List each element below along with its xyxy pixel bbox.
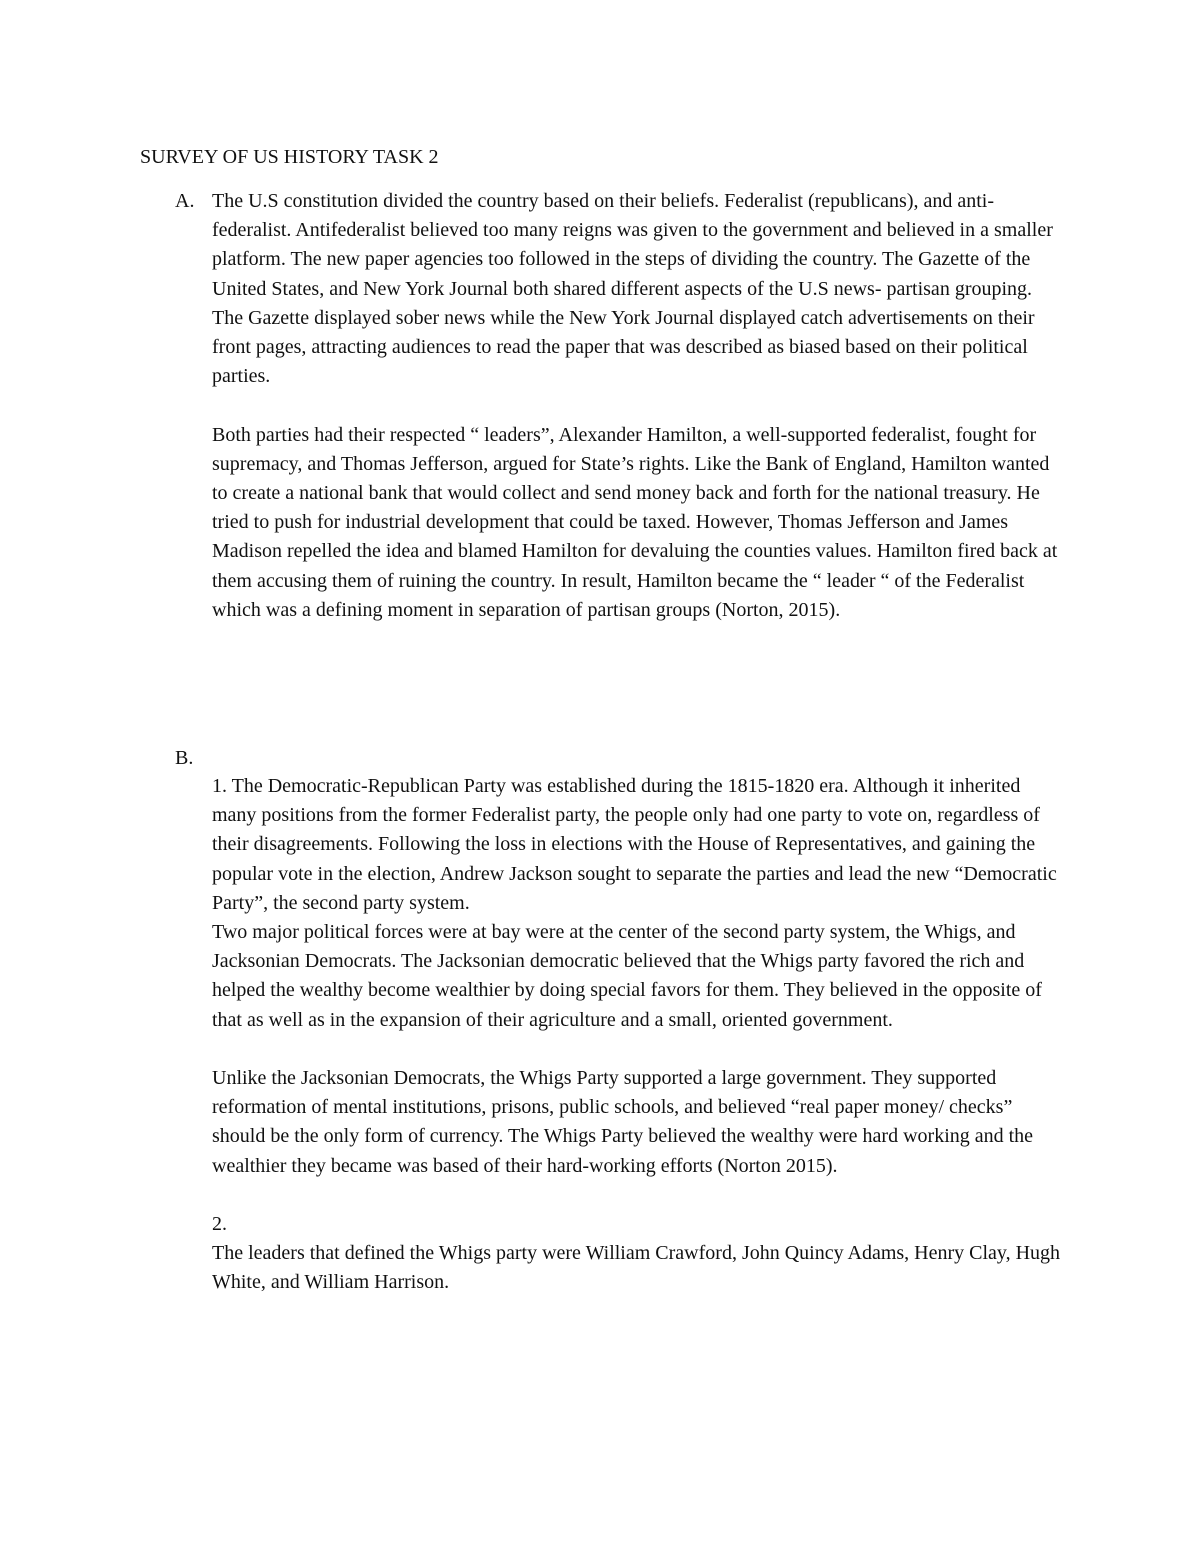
section-b-paragraph-3: Unlike the Jacksonian Democrats, the Whigs Party supported a large government. They supported reformation of mental institutions, prisons, public schools, and believed “real paper money/ checks” should be the only form of currency. The Whigs Party believed the wealthy were hard working and the wealthier they became was based of their hard-working efforts (Norton 2015). bbox=[212, 1067, 1034, 1177]
section-a-body bbox=[212, 187, 1062, 625]
section-b-marker: B. bbox=[175, 747, 194, 769]
section-b-paragraph-1: 1. The Democratic-Republican Party was established during the 1815-1820 era. Although it inherited many positions from the former Federalist party, the people only had one party to vote on, regardless of their disagreements. Following the loss in elections with the House of Representatives, and gaining the popular vote in the election, Andrew Jackson sought to separate the parties and lead the new “Democratic Party”, the second party system. bbox=[212, 775, 1057, 914]
section-a-paragraph-2: Both parties had their respected “ leaders”, Alexander Hamilton, a well-supported federalist, fought for supremacy, and Thomas Jefferson, argued for State’s rights. Like the Bank of England, Hamilton wanted to create a national bank that would collect and send money back and forth for the national treasury. He tried to push for industrial development that could be taxed. However, Thomas Jefferson and James Madison repelled the idea and blamed Hamilton for devaluing the counties values. Hamilton fired back at them accusing them of ruining the country. In result, Hamilton became the “ leader “ of the Federalist which was a defining moment in separation of partisan groups (Norton, 2015). bbox=[212, 423, 1058, 621]
paragraph-spacer bbox=[212, 391, 1062, 420]
paragraph-spacer bbox=[212, 1181, 1062, 1210]
section-a-marker: A. bbox=[175, 190, 195, 212]
section-b-item-2-number: 2. bbox=[212, 1213, 227, 1236]
section-b-paragraph-4: The leaders that defined the Whigs party were William Crawford, John Quincy Adams, Henry Clay, Hugh White, and William Harrison. bbox=[212, 1242, 1061, 1294]
document-title: SURVEY OF US HISTORY TASK 2 bbox=[140, 146, 439, 168]
section-b-paragraph-2: Two major political forces were at bay were at the center of the second party system, the Whigs, and Jacksonian Democrats. The Jacksonian democratic believed that the Whigs party favored the rich and helped the wealthy become wealthier by doing special favors for them. They believed in the opposite of that as well as in the expansion of their agriculture and a small, oriented government. bbox=[212, 921, 1042, 1031]
section-b-body bbox=[212, 772, 1062, 1298]
section-a-paragraph-1: The U.S constitution divided the country based on their beliefs. Federalist (republicans), and anti-federalist. Antifederalist believed too many reigns was given to the government and believed in a smaller platform. The new paper agencies too followed in the steps of dividing the country. The Gazette of the United States, and New York Journal both shared different aspects of the U.S news- partisan grouping. The Gazette displayed sober news while the New York Journal displayed catch advertisements on their front pages, attracting audiences to read the paper that was described as biased based on their political parties. bbox=[212, 190, 1053, 388]
paragraph-spacer bbox=[212, 1035, 1062, 1064]
